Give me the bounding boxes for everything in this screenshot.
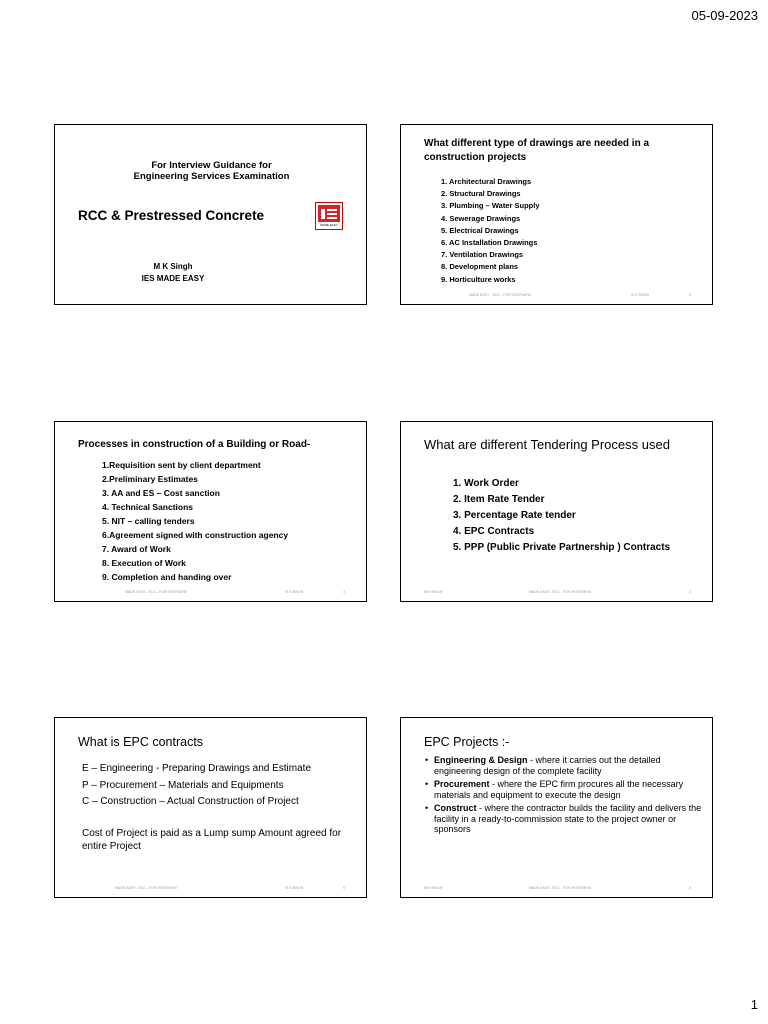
list-item: 7. Ventilation Drawings xyxy=(441,250,524,260)
list-item: 1. Architectural Drawings xyxy=(441,177,532,186)
list-item xyxy=(423,803,708,835)
bullet-icon: • xyxy=(425,779,429,789)
list-item: 2. Item Rate Tender xyxy=(453,494,545,505)
slide-number: 5 xyxy=(343,886,345,890)
slide-subtitle xyxy=(55,160,367,182)
subtitle-line: For Interview Guidance for xyxy=(151,160,272,171)
footer-author: M K SINGH xyxy=(424,886,443,890)
list-item: 6.Agreement signed with construction agency xyxy=(102,530,289,540)
author-block xyxy=(55,261,291,285)
list-item: 4. Sewerage Drawings xyxy=(441,213,521,223)
list-item: 5. PPP (Public Private Partnership ) Contracts xyxy=(453,542,671,553)
list-item: 8. Execution of Work xyxy=(102,558,186,568)
footer-author: M K SINGH xyxy=(424,590,443,594)
slide-heading: What is EPC contracts xyxy=(78,735,204,749)
epc-definition xyxy=(82,761,311,811)
list-item: 7. Award of Work xyxy=(102,544,171,554)
list-item: 8. Development plans xyxy=(441,262,519,272)
slide-footer xyxy=(55,590,366,596)
list-item: 4. Technical Sanctions xyxy=(102,502,194,512)
item-description: - where it carries out the detailed engineering design of the complete facility xyxy=(434,755,661,776)
footer-center-text: MADE EASY - RCC - FOR INTERVIEW xyxy=(469,293,531,297)
list-item: 1. Work Order xyxy=(453,478,519,489)
bullet-icon: • xyxy=(425,755,429,765)
epc-projects-list xyxy=(423,755,708,838)
definition-line: C – Construction – Actual Construction of Project xyxy=(82,796,299,807)
definition-line: E – Engineering - Preparing Drawings and Estimate xyxy=(82,763,312,774)
page-date: 05-09-2023 xyxy=(691,8,758,23)
list-item: 2. Structural Drawings xyxy=(441,189,521,199)
list-item xyxy=(423,755,708,776)
footer-author: M K SINGH xyxy=(631,293,650,297)
list-item xyxy=(423,779,708,800)
item-term: Procurement xyxy=(434,779,490,789)
list-item: 4. EPC Contracts xyxy=(453,526,535,537)
slide-number: 3 xyxy=(343,590,345,594)
tendering-list xyxy=(453,476,670,556)
slide-heading: What different type of drawings are needed in a construction projects xyxy=(424,138,650,163)
bullet-icon: • xyxy=(425,803,429,813)
slide-tendering xyxy=(400,421,713,602)
item-description: - where the contractor builds the facility and delivers the facility in a ready-to-commission state to the project owner or sponsors xyxy=(434,803,702,834)
drawings-list xyxy=(441,176,540,286)
list-item: 3. Percentage Rate tender xyxy=(453,510,576,521)
list-item: 1.Requisition sent by client department xyxy=(102,460,261,470)
list-item: 9. Horticulture works xyxy=(441,274,516,284)
list-item: 2.Preliminary Estimates xyxy=(102,474,198,484)
subtitle-line: Engineering Services Examination xyxy=(133,171,290,182)
slide-processes xyxy=(54,421,367,602)
list-item: 6. AC Installation Drawings xyxy=(441,238,538,248)
footer-author: M K SINGH xyxy=(285,590,304,594)
footer-center-text: MADE EASY - RCC - FOR INTERVIEW xyxy=(529,590,591,594)
slide-heading: Processes in construction of a Building or Road- xyxy=(78,439,311,450)
logo-mark-icon xyxy=(318,205,340,222)
author-org: IES MADE EASY xyxy=(141,274,205,283)
footer-center-text: MADE EASY - RCC - FOR INTERVIEW xyxy=(125,590,187,594)
logo-caption: MADE EASY xyxy=(320,223,338,227)
slide-footer xyxy=(55,886,366,892)
slide-heading: What are different Tendering Process used xyxy=(424,437,670,452)
list-item: 3. Plumbing – Water Supply xyxy=(441,201,540,211)
slide-title xyxy=(54,124,367,305)
list-item: 9. Completion and handing over xyxy=(102,572,232,582)
page-number: 1 xyxy=(750,997,758,1012)
list-item: 5. NIT – calling tenders xyxy=(102,516,195,526)
slide-footer xyxy=(401,590,712,596)
slide-heading: EPC Projects :- xyxy=(424,735,510,749)
process-list xyxy=(102,458,288,584)
slide-footer xyxy=(401,293,712,299)
slide-number: 4 xyxy=(689,590,691,594)
slide-drawings xyxy=(400,124,713,305)
author-name: M K Singh xyxy=(153,262,193,271)
made-easy-logo xyxy=(315,202,343,230)
slide-number: 6 xyxy=(689,886,691,890)
item-term: Construct xyxy=(434,803,477,813)
item-description: - where the EPC firm procures all the necessary materials and equipment to execute the design xyxy=(434,779,684,800)
item-term: Engineering & Design xyxy=(434,755,528,765)
slide-footer xyxy=(401,886,712,892)
footer-author: M K SINGH xyxy=(285,886,304,890)
list-item: 3. AA and ES – Cost sanction xyxy=(102,488,220,498)
cost-note: Cost of Project is paid as a Lump sump Amount agreed for entire Project xyxy=(82,828,342,852)
footer-center-text: MADE EASY - RCC - FOR INTERVIEW xyxy=(115,886,177,890)
footer-center-text: MADE EASY - RCC - FOR INTERVIEW xyxy=(529,886,591,890)
list-item: 5. Electrical Drawings xyxy=(441,225,519,235)
slide-epc-projects xyxy=(400,717,713,898)
slide-number: 2 xyxy=(689,293,691,297)
definition-line: P – Procurement – Materials and Equipments xyxy=(82,779,284,791)
slide-main-title: RCC & Prestressed Concrete xyxy=(78,208,265,223)
slide-epc-contracts xyxy=(54,717,367,898)
